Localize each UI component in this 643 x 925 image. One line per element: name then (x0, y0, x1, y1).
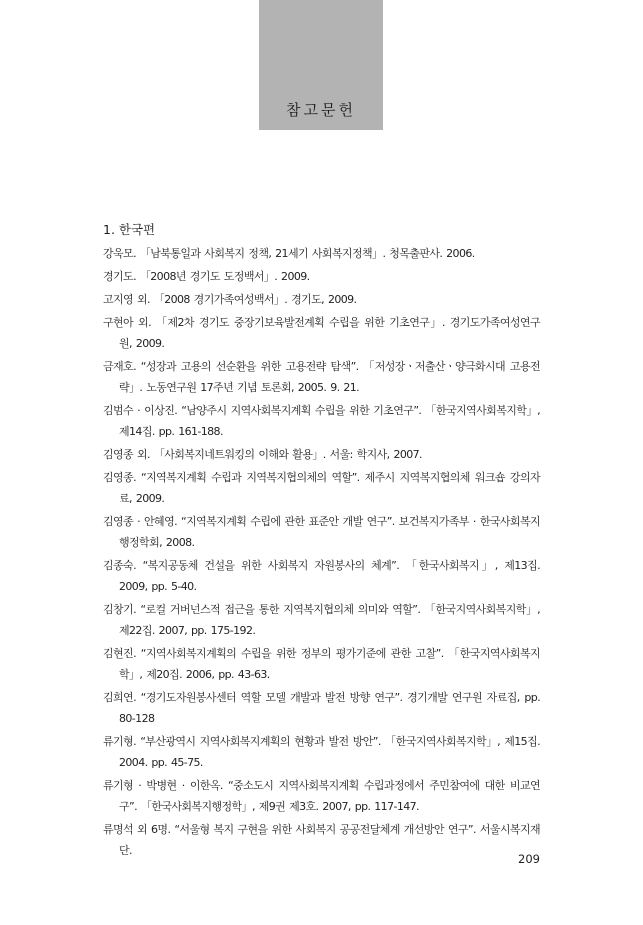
reference-item: 김종숙. “복지공동체 건설을 위한 사회복지 자원봉사의 체계”. 「한국사회복지」, 제13집. 2009, pp. 5-40. (103, 559, 540, 593)
reference-item: 류기형 · 박병현 · 이한옥. “중소도시 지역사회복지계획 수립과정에서 주민참여에 대한 비교연구”. 「한국사회복지행정학」, 제9권 제3호. 2007, pp. 117-147. (103, 779, 540, 813)
reference-item: 김범수 · 이상진. “남양주시 지역사회복지계획 수립을 위한 기초연구”. 「한국지역사회복지학」, 제14집. pp. 161-188. (103, 404, 540, 438)
section-heading: 1. 한국편 (103, 222, 156, 237)
reference-list (103, 243, 540, 863)
reference-item: 류명석 외 6명. “서울형 복지 구현을 위한 사회복지 공공전달체계 개선방안 연구”. 서울시복지재단. (103, 823, 540, 857)
reference-item: 김영종 · 안혜영. “지역복지계획 수립에 관한 표준안 개발 연구”. 보건복지가족부 · 한국사회복지행정학회, 2008. (103, 515, 540, 549)
reference-item: 강욱모. 「남북통일과 사회복지 정책, 21세기 사회복지정책」. 청목출판사. 2006. (103, 247, 475, 260)
reference-item: 고지영 외. 「2008 경기가족여성백서」. 경기도, 2009. (103, 293, 357, 306)
reference-item: 김희연. “경기도자원봉사센터 역할 모델 개발과 발전 방향 연구”. 경기개발 연구원 자료집, pp. 80-128 (103, 691, 540, 725)
page-number: 209 (518, 852, 540, 866)
reference-item: 금재호. “성장과 고용의 선순환을 위한 고용전략 탐색”. 「저성장ㆍ저출산ㆍ양극화시대 고용전략」. 노동연구원 17주년 기념 토론회, 2005. 9. 21. (103, 360, 540, 394)
reference-item: 김현진. “지역사회복지계획의 수립을 위한 정부의 평가기준에 관한 고찰”. 「한국지역사회복지학」, 제20집. 2006, pp. 43-63. (103, 647, 540, 681)
reference-item: 구현아 외. 「제2차 경기도 중장기보육발전계획 수립을 위한 기초연구」. 경기도가족여성연구원, 2009. (103, 316, 540, 350)
page-title: 참고문헌 (286, 101, 356, 119)
reference-item: 김영종 외. 「사회복지네트워킹의 이해와 활용」. 서울: 학지사, 2007. (103, 448, 422, 461)
reference-item: 류기형. “부산광역시 지역사회복지계획의 현황과 발전 방안”. 「한국지역사회복지학」, 제15집. 2004. pp. 45-75. (103, 735, 540, 769)
reference-item: 경기도. 「2008년 경기도 도정백서」. 2009. (103, 270, 310, 283)
reference-item: 김영종. “지역복지계획 수립과 지역복지협의체의 역할”. 제주시 지역복지협의체 워크숍 강의자료, 2009. (103, 471, 540, 505)
reference-item: 김창기. “로컬 거버넌스적 접근을 통한 지역복지협의체 의미와 역할”. 「한국지역사회복지학」, 제22집. 2007, pp. 175-192. (103, 603, 540, 637)
title-tab (259, 0, 383, 130)
